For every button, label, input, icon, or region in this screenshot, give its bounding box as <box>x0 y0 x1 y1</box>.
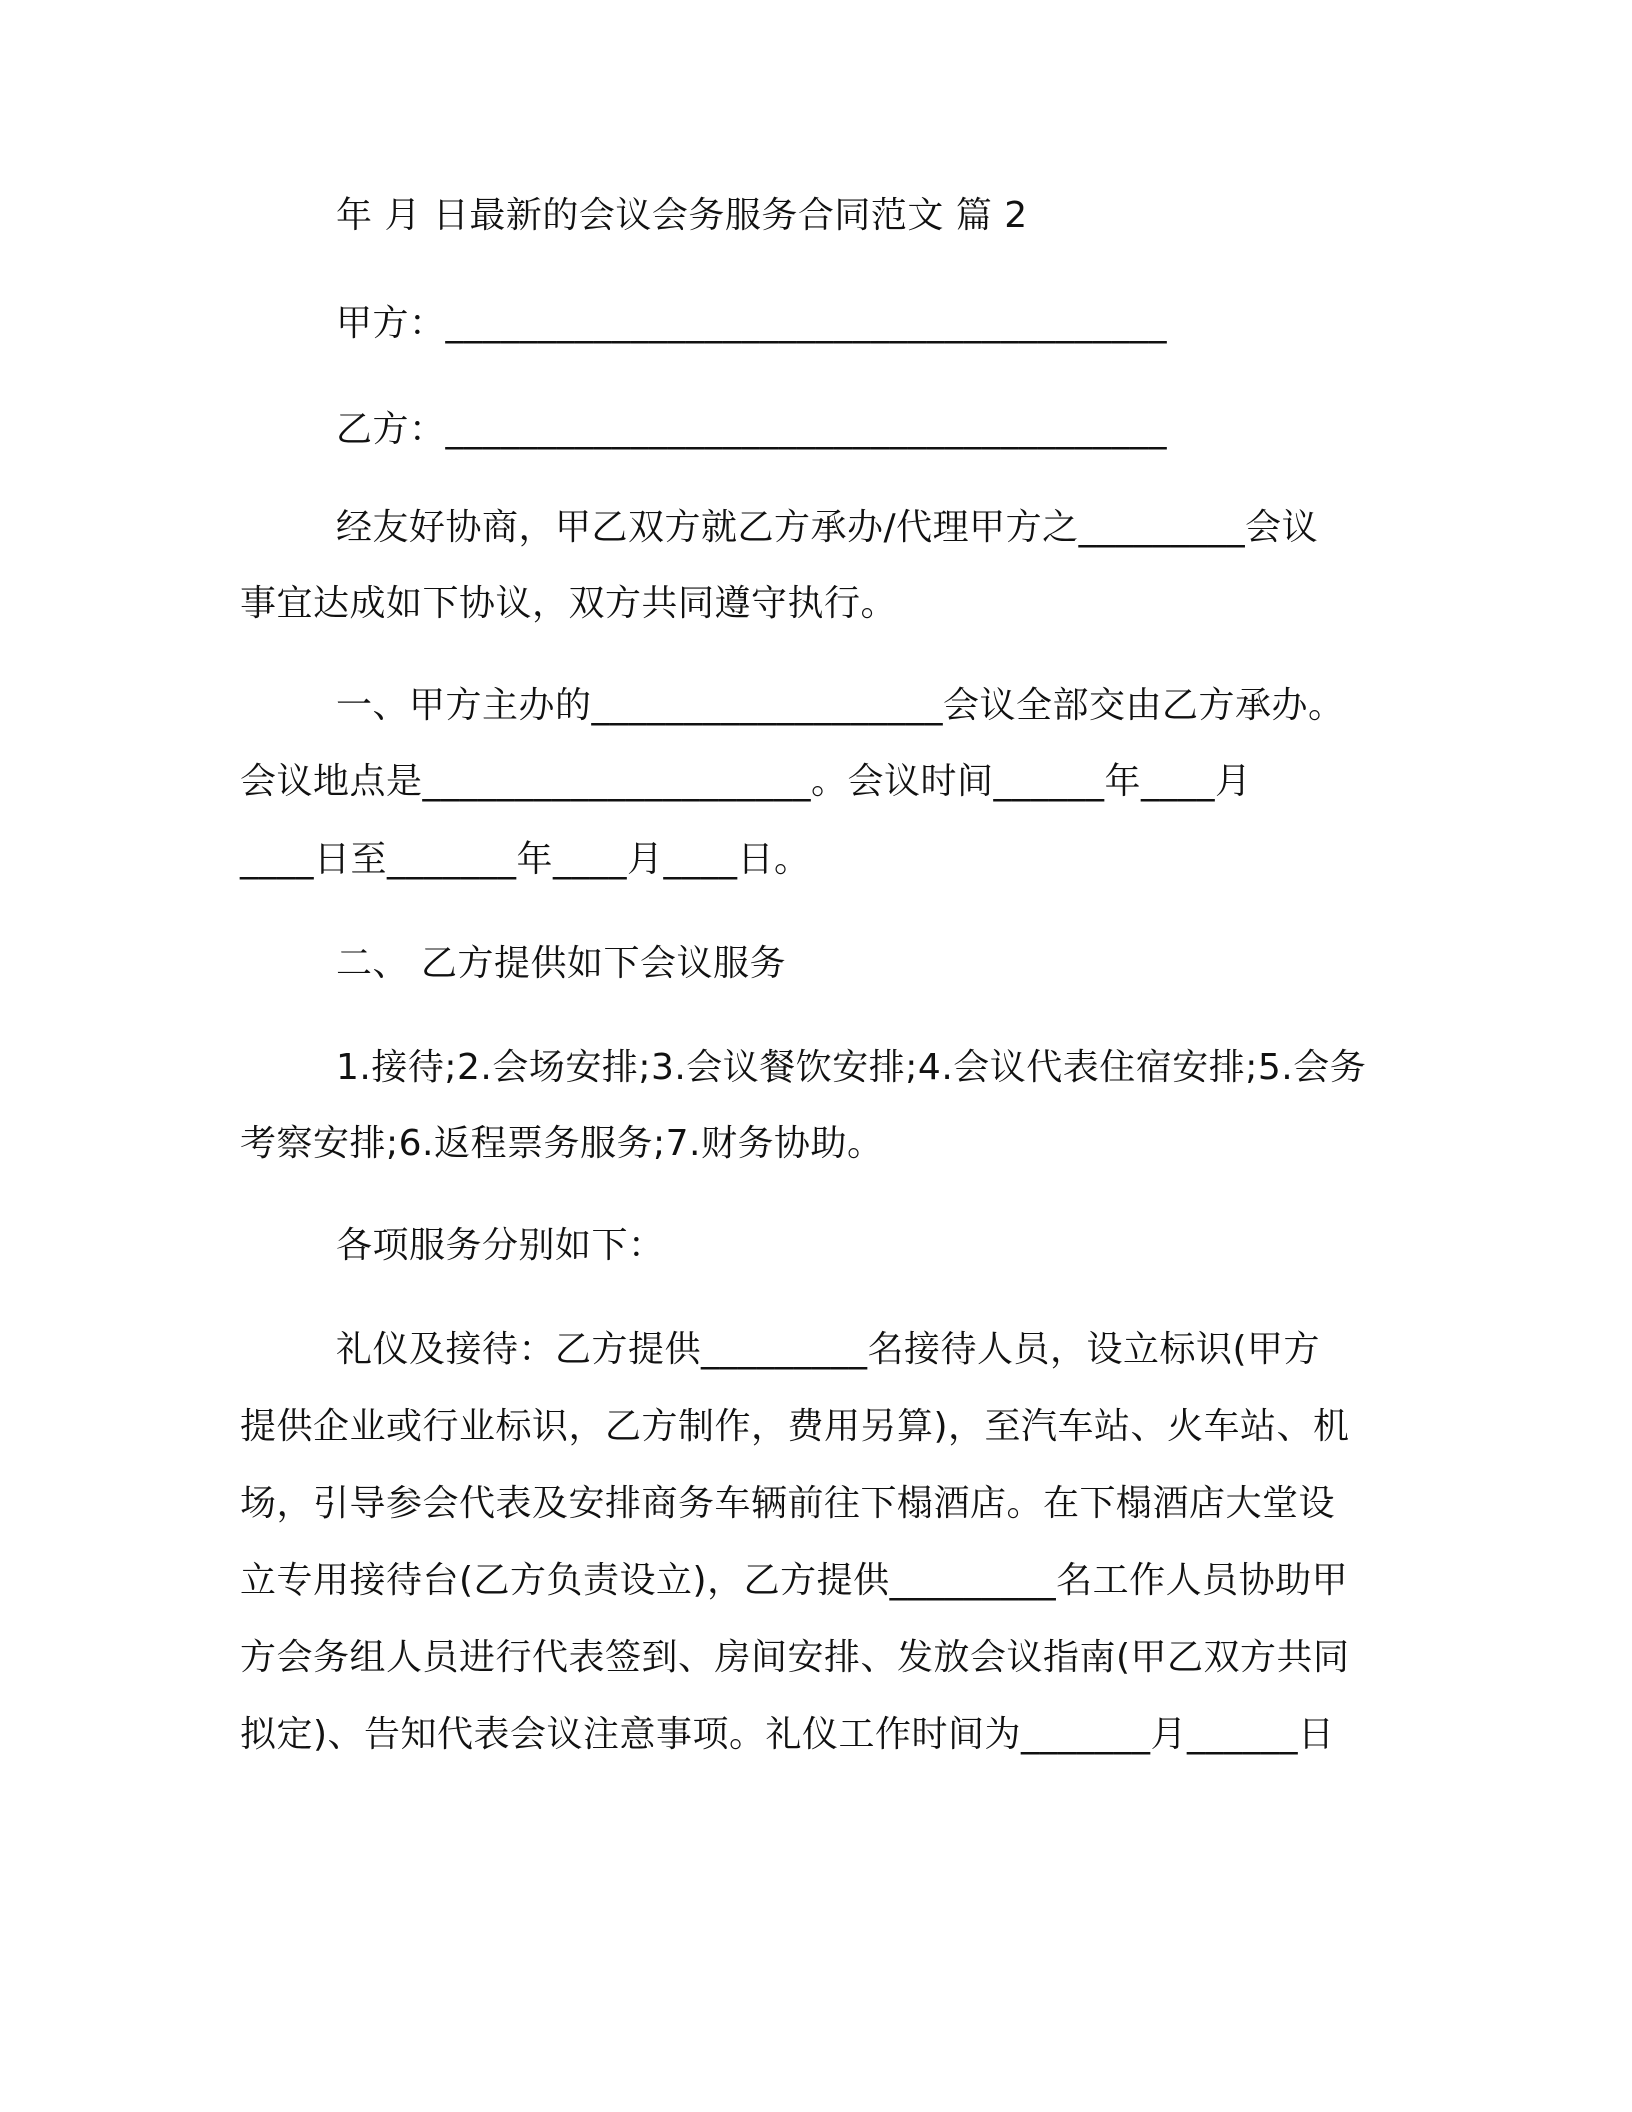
services-line-2: 考察安排;6.返程票务服务;7.财务协助。 <box>240 1123 884 1164</box>
services-line-1: 1.接待;2.会场安排;3.会议餐饮安排;4.会议代表住宿安排;5.会务 <box>336 1047 1367 1088</box>
intro-line-2: 事宜达成如下协议，双方共同遵守执行。 <box>240 583 898 624</box>
reception-line-2: 提供企业或行业标识，乙方制作，费用另算)，至汽车站、火车站、机 <box>240 1406 1350 1447</box>
reception-line-1: 礼仪及接待：乙方提供_________名接待人员，设立标识(甲方 <box>336 1329 1321 1370</box>
document-title: 年 月 日最新的会议会务服务合同范文 篇 2 <box>336 195 1028 236</box>
reception-line-3: 场，引导参会代表及安排商务车辆前往下榻酒店。在下榻酒店大堂设 <box>240 1483 1336 1524</box>
reception-line-4: 立专用接待台(乙方负责设立)，乙方提供_________名工作人员协助甲 <box>240 1560 1349 1601</box>
section1-line-3: ____日至_______年____月____日。 <box>240 839 811 880</box>
intro-line-1: 经友好协商，甲乙双方就乙方承办/代理甲方之_________会议 <box>336 507 1319 548</box>
party-a-line: 甲方：_______________________________________ <box>336 303 1168 344</box>
party-b-line: 乙方：_______________________________________ <box>336 409 1168 450</box>
reception-line-5: 方会务组人员进行代表签到、房间安排、发放会议指南(甲乙双方共同 <box>240 1637 1350 1678</box>
reception-line-6: 拟定)、告知代表会议注意事项。礼仪工作时间为_______月______日 <box>240 1714 1335 1755</box>
services-intro: 各项服务分别如下： <box>336 1225 665 1266</box>
section2-heading: 二、 乙方提供如下会议服务 <box>336 943 786 984</box>
section1-line-1: 一、甲方主办的___________________会议全部交由乙方承办。 <box>336 685 1345 726</box>
section1-line-2: 会议地点是_____________________。会议时间______年____月 <box>240 761 1252 802</box>
